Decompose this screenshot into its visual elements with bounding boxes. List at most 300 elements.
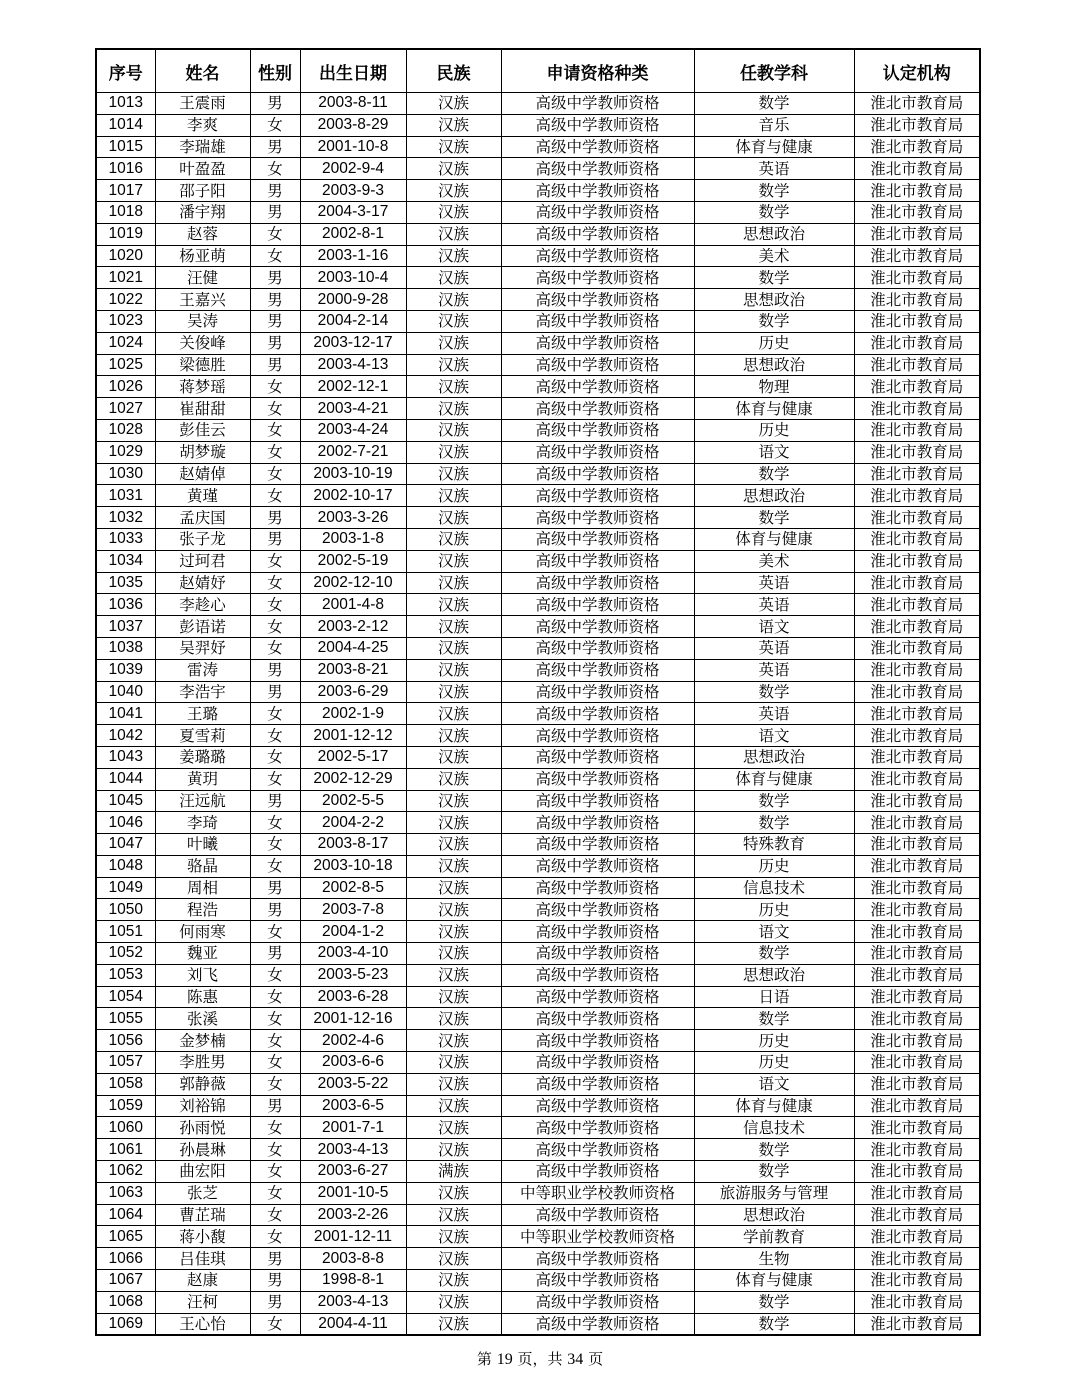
table-row [96, 1052, 980, 1074]
cell-gender: 男 [250, 681, 300, 703]
cell-seq: 1020 [96, 245, 155, 267]
table-body [96, 93, 980, 1336]
table-row [96, 507, 980, 529]
cell-seq: 1069 [96, 1313, 155, 1335]
table-row [96, 790, 980, 812]
cell-qualification-type: 高级中学教师资格 [501, 746, 694, 768]
table-row [96, 310, 980, 332]
cell-ethnicity: 汉族 [406, 790, 501, 812]
cell-gender: 女 [250, 1182, 300, 1204]
cell-certifying-authority: 淮北市教育局 [854, 310, 980, 332]
table-row [96, 1248, 980, 1270]
cell-seq: 1044 [96, 768, 155, 790]
cell-subject: 数学 [694, 943, 854, 965]
cell-subject: 数学 [694, 681, 854, 703]
cell-qualification-type: 高级中学教师资格 [501, 376, 694, 398]
cell-ethnicity: 汉族 [406, 1204, 501, 1226]
cell-gender: 女 [250, 158, 300, 180]
cell-subject: 数学 [694, 507, 854, 529]
cell-subject: 物理 [694, 376, 854, 398]
cell-ethnicity: 汉族 [406, 943, 501, 965]
cell-seq: 1032 [96, 507, 155, 529]
cell-name: 王心怡 [155, 1313, 250, 1335]
cell-gender: 男 [250, 180, 300, 202]
cell-birthdate: 2002-9-4 [300, 158, 406, 180]
cell-qualification-type: 高级中学教师资格 [501, 812, 694, 834]
cell-ethnicity: 汉族 [406, 419, 501, 441]
column-header-gender: 性别 [250, 49, 300, 93]
table-row [96, 245, 980, 267]
cell-name: 李浩宇 [155, 681, 250, 703]
cell-qualification-type: 高级中学教师资格 [501, 93, 694, 115]
cell-ethnicity: 汉族 [406, 1052, 501, 1074]
cell-ethnicity: 汉族 [406, 921, 501, 943]
table-row [96, 943, 980, 965]
table-row [96, 659, 980, 681]
table-row [96, 332, 980, 354]
cell-birthdate: 2003-4-13 [300, 1139, 406, 1161]
cell-name: 黄瑾 [155, 485, 250, 507]
cell-qualification-type: 高级中学教师资格 [501, 419, 694, 441]
cell-birthdate: 2002-8-5 [300, 877, 406, 899]
cell-qualification-type: 高级中学教师资格 [501, 1161, 694, 1183]
cell-birthdate: 2001-4-8 [300, 594, 406, 616]
cell-ethnicity: 汉族 [406, 267, 501, 289]
cell-ethnicity: 汉族 [406, 158, 501, 180]
table-row [96, 681, 980, 703]
cell-birthdate: 2003-7-8 [300, 899, 406, 921]
cell-qualification-type: 高级中学教师资格 [501, 267, 694, 289]
cell-birthdate: 2003-4-13 [300, 354, 406, 376]
cell-name: 李瑞雄 [155, 136, 250, 158]
cell-seq: 1068 [96, 1291, 155, 1313]
cell-birthdate: 2004-4-25 [300, 637, 406, 659]
cell-gender: 男 [250, 1248, 300, 1270]
cell-ethnicity: 汉族 [406, 550, 501, 572]
cell-certifying-authority: 淮北市教育局 [854, 921, 980, 943]
cell-gender: 女 [250, 594, 300, 616]
cell-ethnicity: 汉族 [406, 725, 501, 747]
cell-qualification-type: 高级中学教师资格 [501, 310, 694, 332]
cell-seq: 1037 [96, 616, 155, 638]
cell-qualification-type: 高级中学教师资格 [501, 528, 694, 550]
cell-name: 何雨寒 [155, 921, 250, 943]
cell-subject: 英语 [694, 637, 854, 659]
cell-qualification-type: 高级中学教师资格 [501, 986, 694, 1008]
cell-seq: 1060 [96, 1117, 155, 1139]
cell-name: 魏亚 [155, 943, 250, 965]
cell-subject: 英语 [694, 594, 854, 616]
cell-seq: 1049 [96, 877, 155, 899]
cell-certifying-authority: 淮北市教育局 [854, 507, 980, 529]
cell-name: 王震雨 [155, 93, 250, 115]
cell-name: 孙雨悦 [155, 1117, 250, 1139]
cell-birthdate: 2003-6-5 [300, 1095, 406, 1117]
cell-subject: 历史 [694, 855, 854, 877]
cell-birthdate: 2004-3-17 [300, 201, 406, 223]
cell-birthdate: 2002-10-17 [300, 485, 406, 507]
cell-name: 郭静薇 [155, 1073, 250, 1095]
cell-certifying-authority: 淮北市教育局 [854, 637, 980, 659]
cell-name: 王嘉兴 [155, 289, 250, 311]
cell-birthdate: 2003-4-21 [300, 398, 406, 420]
cell-subject: 语文 [694, 921, 854, 943]
cell-birthdate: 2002-1-9 [300, 703, 406, 725]
cell-name: 张溪 [155, 1008, 250, 1030]
cell-name: 赵蓉 [155, 223, 250, 245]
cell-gender: 女 [250, 834, 300, 856]
cell-gender: 女 [250, 485, 300, 507]
cell-seq: 1017 [96, 180, 155, 202]
cell-qualification-type: 高级中学教师资格 [501, 681, 694, 703]
cell-seq: 1025 [96, 354, 155, 376]
cell-seq: 1061 [96, 1139, 155, 1161]
table-row [96, 1204, 980, 1226]
cell-seq: 1051 [96, 921, 155, 943]
cell-birthdate: 2004-2-14 [300, 310, 406, 332]
cell-seq: 1034 [96, 550, 155, 572]
cell-certifying-authority: 淮北市教育局 [854, 1270, 980, 1292]
cell-ethnicity: 汉族 [406, 93, 501, 115]
cell-birthdate: 2003-8-8 [300, 1248, 406, 1270]
cell-ethnicity: 汉族 [406, 986, 501, 1008]
cell-name: 夏雪莉 [155, 725, 250, 747]
cell-gender: 女 [250, 616, 300, 638]
cell-ethnicity: 满族 [406, 1161, 501, 1183]
cell-name: 张芝 [155, 1182, 250, 1204]
cell-gender: 男 [250, 943, 300, 965]
cell-qualification-type: 高级中学教师资格 [501, 1073, 694, 1095]
table-row [96, 921, 980, 943]
table-row [96, 1291, 980, 1313]
cell-qualification-type: 高级中学教师资格 [501, 877, 694, 899]
cell-ethnicity: 汉族 [406, 354, 501, 376]
cell-gender: 男 [250, 1095, 300, 1117]
cell-seq: 1066 [96, 1248, 155, 1270]
cell-name: 吕佳琪 [155, 1248, 250, 1270]
cell-seq: 1028 [96, 419, 155, 441]
cell-birthdate: 2003-10-4 [300, 267, 406, 289]
cell-ethnicity: 汉族 [406, 201, 501, 223]
table-row [96, 1139, 980, 1161]
cell-name: 张子龙 [155, 528, 250, 550]
cell-birthdate: 2003-8-11 [300, 93, 406, 115]
cell-qualification-type: 高级中学教师资格 [501, 637, 694, 659]
cell-qualification-type: 高级中学教师资格 [501, 855, 694, 877]
cell-qualification-type: 高级中学教师资格 [501, 550, 694, 572]
cell-certifying-authority: 淮北市教育局 [854, 1030, 980, 1052]
cell-seq: 1013 [96, 93, 155, 115]
cell-ethnicity: 汉族 [406, 223, 501, 245]
table-row [96, 267, 980, 289]
cell-gender: 女 [250, 812, 300, 834]
cell-seq: 1058 [96, 1073, 155, 1095]
cell-gender: 女 [250, 1161, 300, 1183]
cell-subject: 英语 [694, 659, 854, 681]
cell-subject: 思想政治 [694, 964, 854, 986]
cell-birthdate: 2002-4-6 [300, 1030, 406, 1052]
cell-subject: 体育与健康 [694, 136, 854, 158]
cell-gender: 男 [250, 93, 300, 115]
cell-qualification-type: 高级中学教师资格 [501, 572, 694, 594]
cell-subject: 数学 [694, 812, 854, 834]
cell-qualification-type: 高级中学教师资格 [501, 398, 694, 420]
column-header-name: 姓名 [155, 49, 250, 93]
cell-gender: 女 [250, 419, 300, 441]
footer-suffix: 页 [588, 1350, 604, 1368]
cell-qualification-type: 高级中学教师资格 [501, 507, 694, 529]
cell-gender: 男 [250, 267, 300, 289]
cell-ethnicity: 汉族 [406, 1182, 501, 1204]
column-header-qualification-type: 申请资格种类 [501, 49, 694, 93]
cell-birthdate: 2003-6-27 [300, 1161, 406, 1183]
cell-subject: 数学 [694, 1313, 854, 1335]
cell-subject: 特殊教育 [694, 834, 854, 856]
cell-gender: 男 [250, 310, 300, 332]
cell-ethnicity: 汉族 [406, 1313, 501, 1335]
cell-name: 彭语诺 [155, 616, 250, 638]
cell-gender: 男 [250, 289, 300, 311]
cell-subject: 语文 [694, 725, 854, 747]
cell-subject: 思想政治 [694, 223, 854, 245]
cell-ethnicity: 汉族 [406, 681, 501, 703]
cell-birthdate: 2003-6-6 [300, 1052, 406, 1074]
cell-subject: 历史 [694, 419, 854, 441]
table-row [96, 986, 980, 1008]
cell-birthdate: 2003-4-24 [300, 419, 406, 441]
cell-ethnicity: 汉族 [406, 637, 501, 659]
table-row [96, 899, 980, 921]
cell-birthdate: 2002-5-5 [300, 790, 406, 812]
table-row [96, 528, 980, 550]
cell-qualification-type: 高级中学教师资格 [501, 1052, 694, 1074]
cell-subject: 日语 [694, 986, 854, 1008]
table-row [96, 1313, 980, 1335]
table-row [96, 398, 980, 420]
cell-qualification-type: 高级中学教师资格 [501, 703, 694, 725]
cell-subject: 音乐 [694, 114, 854, 136]
cell-ethnicity: 汉族 [406, 1291, 501, 1313]
table-row [96, 354, 980, 376]
cell-subject: 思想政治 [694, 746, 854, 768]
cell-certifying-authority: 淮北市教育局 [854, 725, 980, 747]
cell-seq: 1021 [96, 267, 155, 289]
cell-birthdate: 2003-5-22 [300, 1073, 406, 1095]
cell-name: 金梦楠 [155, 1030, 250, 1052]
cell-birthdate: 2002-12-29 [300, 768, 406, 790]
cell-birthdate: 2003-3-26 [300, 507, 406, 529]
cell-birthdate: 2003-10-18 [300, 855, 406, 877]
cell-qualification-type: 高级中学教师资格 [501, 180, 694, 202]
table-row [96, 572, 980, 594]
cell-subject: 体育与健康 [694, 768, 854, 790]
cell-ethnicity: 汉族 [406, 812, 501, 834]
cell-qualification-type: 中等职业学校教师资格 [501, 1182, 694, 1204]
table-row [96, 376, 980, 398]
cell-subject: 美术 [694, 550, 854, 572]
cell-seq: 1016 [96, 158, 155, 180]
cell-certifying-authority: 淮北市教育局 [854, 136, 980, 158]
table-row [96, 1226, 980, 1248]
column-header-birthdate: 出生日期 [300, 49, 406, 93]
cell-name: 赵婧妤 [155, 572, 250, 594]
cell-qualification-type: 高级中学教师资格 [501, 594, 694, 616]
cell-certifying-authority: 淮北市教育局 [854, 354, 980, 376]
cell-seq: 1038 [96, 637, 155, 659]
cell-ethnicity: 汉族 [406, 1095, 501, 1117]
cell-gender: 女 [250, 921, 300, 943]
cell-gender: 男 [250, 659, 300, 681]
table-row [96, 1182, 980, 1204]
cell-certifying-authority: 淮北市教育局 [854, 376, 980, 398]
cell-qualification-type: 高级中学教师资格 [501, 834, 694, 856]
cell-ethnicity: 汉族 [406, 463, 501, 485]
cell-certifying-authority: 淮北市教育局 [854, 746, 980, 768]
cell-certifying-authority: 淮北市教育局 [854, 1291, 980, 1313]
cell-certifying-authority: 淮北市教育局 [854, 528, 980, 550]
cell-subject: 数学 [694, 1161, 854, 1183]
cell-ethnicity: 汉族 [406, 1139, 501, 1161]
cell-qualification-type: 高级中学教师资格 [501, 1095, 694, 1117]
cell-qualification-type: 高级中学教师资格 [501, 768, 694, 790]
table-row [96, 158, 980, 180]
cell-subject: 体育与健康 [694, 398, 854, 420]
cell-qualification-type: 高级中学教师资格 [501, 1117, 694, 1139]
cell-subject: 数学 [694, 93, 854, 115]
cell-name: 蒋小馥 [155, 1226, 250, 1248]
cell-name: 曲宏阳 [155, 1161, 250, 1183]
cell-gender: 女 [250, 1073, 300, 1095]
cell-gender: 女 [250, 986, 300, 1008]
cell-subject: 历史 [694, 332, 854, 354]
cell-ethnicity: 汉族 [406, 899, 501, 921]
table-row [96, 1008, 980, 1030]
cell-qualification-type: 高级中学教师资格 [501, 1291, 694, 1313]
cell-qualification-type: 高级中学教师资格 [501, 354, 694, 376]
cell-subject: 学前教育 [694, 1226, 854, 1248]
cell-seq: 1027 [96, 398, 155, 420]
cell-ethnicity: 汉族 [406, 703, 501, 725]
table-header [96, 49, 980, 93]
cell-seq: 1029 [96, 441, 155, 463]
cell-seq: 1057 [96, 1052, 155, 1074]
cell-certifying-authority: 淮北市教育局 [854, 899, 980, 921]
cell-name: 过珂君 [155, 550, 250, 572]
cell-name: 骆晶 [155, 855, 250, 877]
cell-certifying-authority: 淮北市教育局 [854, 93, 980, 115]
cell-name: 崔甜甜 [155, 398, 250, 420]
cell-ethnicity: 汉族 [406, 485, 501, 507]
cell-birthdate: 2003-10-19 [300, 463, 406, 485]
cell-gender: 男 [250, 899, 300, 921]
table-row [96, 93, 980, 115]
cell-qualification-type: 中等职业学校教师资格 [501, 1226, 694, 1248]
cell-subject: 体育与健康 [694, 528, 854, 550]
cell-birthdate: 2003-2-26 [300, 1204, 406, 1226]
cell-gender: 女 [250, 1204, 300, 1226]
cell-name: 叶曦 [155, 834, 250, 856]
table-row [96, 746, 980, 768]
cell-name: 关俊峰 [155, 332, 250, 354]
table-row [96, 616, 980, 638]
cell-subject: 体育与健康 [694, 1270, 854, 1292]
cell-name: 刘裕锦 [155, 1095, 250, 1117]
cell-certifying-authority: 淮北市教育局 [854, 659, 980, 681]
cell-gender: 女 [250, 725, 300, 747]
cell-name: 王璐 [155, 703, 250, 725]
cell-certifying-authority: 淮北市教育局 [854, 223, 980, 245]
cell-qualification-type: 高级中学教师资格 [501, 245, 694, 267]
cell-name: 吴涛 [155, 310, 250, 332]
cell-name: 蒋梦瑶 [155, 376, 250, 398]
table-row [96, 834, 980, 856]
cell-gender: 男 [250, 877, 300, 899]
cell-seq: 1040 [96, 681, 155, 703]
cell-gender: 女 [250, 1226, 300, 1248]
cell-subject: 英语 [694, 158, 854, 180]
cell-seq: 1019 [96, 223, 155, 245]
table-row [96, 877, 980, 899]
cell-name: 吴羿妤 [155, 637, 250, 659]
footer-middle: 页，共 [517, 1350, 563, 1368]
cell-certifying-authority: 淮北市教育局 [854, 1248, 980, 1270]
cell-ethnicity: 汉族 [406, 245, 501, 267]
cell-subject: 数学 [694, 201, 854, 223]
cell-certifying-authority: 淮北市教育局 [854, 1139, 980, 1161]
column-header-seq: 序号 [96, 49, 155, 93]
cell-seq: 1041 [96, 703, 155, 725]
cell-seq: 1045 [96, 790, 155, 812]
table-row [96, 594, 980, 616]
cell-subject: 历史 [694, 1030, 854, 1052]
cell-subject: 信息技术 [694, 877, 854, 899]
cell-seq: 1018 [96, 201, 155, 223]
cell-birthdate: 1998-8-1 [300, 1270, 406, 1292]
table-row [96, 419, 980, 441]
cell-subject: 语文 [694, 616, 854, 638]
cell-ethnicity: 汉族 [406, 1008, 501, 1030]
cell-gender: 男 [250, 136, 300, 158]
cell-ethnicity: 汉族 [406, 1117, 501, 1139]
cell-gender: 女 [250, 746, 300, 768]
cell-birthdate: 2002-5-17 [300, 746, 406, 768]
cell-seq: 1053 [96, 964, 155, 986]
cell-name: 孟庆国 [155, 507, 250, 529]
total-pages-number: 34 [567, 1351, 584, 1368]
cell-ethnicity: 汉族 [406, 528, 501, 550]
cell-birthdate: 2004-4-11 [300, 1313, 406, 1335]
cell-ethnicity: 汉族 [406, 398, 501, 420]
cell-gender: 女 [250, 463, 300, 485]
cell-qualification-type: 高级中学教师资格 [501, 943, 694, 965]
cell-birthdate: 2001-12-12 [300, 725, 406, 747]
cell-name: 梁德胜 [155, 354, 250, 376]
cell-certifying-authority: 淮北市教育局 [854, 594, 980, 616]
cell-certifying-authority: 淮北市教育局 [854, 1226, 980, 1248]
table-row [96, 725, 980, 747]
cell-name: 彭佳云 [155, 419, 250, 441]
table-row [96, 180, 980, 202]
cell-seq: 1063 [96, 1182, 155, 1204]
cell-ethnicity: 汉族 [406, 1073, 501, 1095]
cell-ethnicity: 汉族 [406, 1270, 501, 1292]
cell-ethnicity: 汉族 [406, 332, 501, 354]
cell-gender: 女 [250, 550, 300, 572]
cell-birthdate: 2004-1-2 [300, 921, 406, 943]
cell-certifying-authority: 淮北市教育局 [854, 1161, 980, 1183]
cell-birthdate: 2002-5-19 [300, 550, 406, 572]
cell-subject: 信息技术 [694, 1117, 854, 1139]
